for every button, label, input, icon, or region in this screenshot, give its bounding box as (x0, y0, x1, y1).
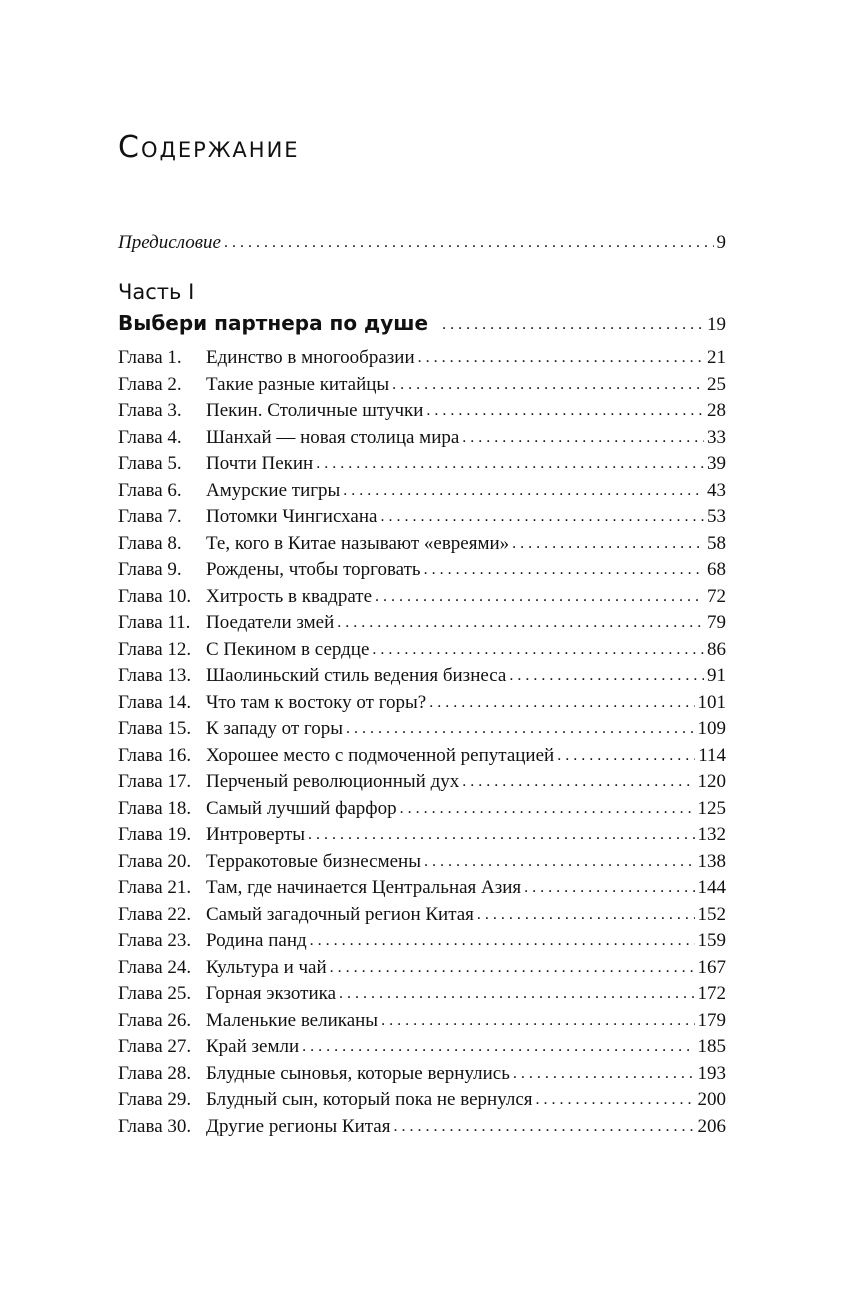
chapter-label: Глава 11. (118, 612, 191, 633)
chapter-page: 79 (707, 612, 726, 633)
toc-entry-chapter[interactable] (118, 557, 726, 584)
toc-entry-chapter[interactable] (118, 849, 726, 876)
chapter-page: 144 (697, 877, 726, 898)
chapter-label: Глава 23. (118, 930, 192, 951)
chapter-page: 172 (697, 983, 726, 1004)
chapter-page: 185 (697, 1036, 726, 1057)
dot-leader (372, 636, 704, 663)
chapter-page: 43 (707, 479, 726, 501)
chapter-page: 53 (707, 506, 726, 527)
chapter-page: 120 (697, 771, 726, 792)
chapter-title: К западу от горы (206, 718, 344, 739)
toc-entry-chapter[interactable] (118, 955, 726, 982)
chapter-title: Другие регионы Китая (206, 1115, 391, 1137)
chapter-title: Что там к востоку от горы? (206, 691, 427, 713)
toc-entry-page: 9 (716, 232, 726, 253)
chapter-title: Рождены, чтобы торговать (206, 559, 421, 580)
toc-entry-chapter[interactable] (118, 372, 726, 399)
toc-entry-chapter[interactable] (118, 902, 726, 929)
toc-entry-chapter[interactable] (118, 822, 726, 849)
chapter-label: Глава 7. (118, 506, 182, 527)
chapter-page: 25 (707, 373, 726, 395)
chapter-label: Глава 9. (118, 559, 182, 580)
toc-entry-preface[interactable] (118, 230, 726, 257)
chapter-label: Глава 18. (118, 797, 192, 819)
toc-entry-chapter[interactable] (118, 1087, 726, 1114)
dot-leader (400, 795, 695, 822)
dot-leader (462, 768, 694, 795)
chapter-page: 109 (697, 718, 726, 739)
chapter-page: 138 (697, 850, 726, 872)
dot-leader (381, 1007, 694, 1034)
toc-entry-chapter[interactable] (118, 663, 726, 690)
toc-entry-chapter[interactable] (118, 584, 726, 611)
chapter-page: 33 (707, 426, 726, 448)
toc-entry-chapter[interactable] (118, 637, 726, 664)
chapter-title: Хорошее место с подмоченной репутацией (206, 744, 555, 766)
chapter-title: Родина панд (206, 930, 307, 951)
chapter-label: Глава 6. (118, 479, 182, 501)
chapter-label: Глава 10. (118, 585, 192, 607)
chapter-page: 101 (697, 691, 726, 713)
dot-leader (442, 311, 704, 338)
toc-entry-chapter[interactable] (118, 610, 726, 637)
chapter-page: 114 (698, 744, 726, 766)
toc-entry-chapter[interactable] (118, 769, 726, 796)
toc-entry-chapter[interactable] (118, 1114, 726, 1141)
chapter-title: Интроверты (206, 824, 306, 845)
dot-leader (337, 609, 704, 636)
chapter-page: 28 (707, 400, 726, 421)
dot-leader (477, 901, 695, 928)
toc-entry-chapter[interactable] (118, 398, 726, 425)
toc-entry-chapter[interactable] (118, 451, 726, 478)
chapter-title: Самый лучший фарфор (206, 797, 397, 819)
toc-entry-chapter[interactable] (118, 345, 726, 372)
chapter-page: 132 (697, 824, 726, 845)
dot-leader (346, 715, 694, 742)
toc-entry-chapter[interactable] (118, 875, 726, 902)
chapter-page: 206 (697, 1115, 726, 1137)
part-label: Часть I (118, 280, 195, 304)
toc-entry-title: Предисловие (118, 232, 221, 253)
chapter-title: Культура и чай (206, 956, 327, 978)
toc-entry-chapter[interactable] (118, 796, 726, 823)
chapter-title: Перченый революционный дух (206, 771, 460, 792)
toc-entry-chapter[interactable] (118, 981, 726, 1008)
dot-leader (224, 229, 714, 256)
dot-leader (424, 556, 704, 583)
chapter-label: Глава 29. (118, 1089, 192, 1110)
dot-leader (426, 397, 704, 424)
chapter-label: Глава 22. (118, 903, 192, 925)
dot-leader (310, 927, 695, 954)
chapter-page: 91 (707, 665, 726, 686)
chapter-label: Глава 30. (118, 1115, 192, 1137)
chapter-title: Блудные сыновья, которые вернулись (206, 1062, 510, 1084)
dot-leader (429, 689, 694, 716)
chapter-label: Глава 3. (118, 400, 182, 421)
dot-leader (316, 450, 704, 477)
chapter-label: Глава 12. (118, 638, 192, 660)
chapter-page: 179 (697, 1009, 726, 1031)
dot-leader (302, 1033, 694, 1060)
chapter-page: 125 (697, 797, 726, 819)
chapter-title: Единство в многообразии (206, 347, 415, 368)
chapter-label: Глава 4. (118, 426, 182, 448)
toc-entry-chapter[interactable] (118, 1034, 726, 1061)
chapter-label: Глава 14. (118, 691, 192, 713)
dot-leader (513, 1060, 695, 1087)
chapter-page: 86 (707, 638, 726, 660)
chapter-title: Шаолиньский стиль ведения бизнеса (206, 665, 507, 686)
chapter-page: 159 (697, 930, 726, 951)
chapter-page: 152 (697, 903, 726, 925)
chapter-title: Хитрость в квадрате (206, 585, 372, 607)
dot-leader (392, 371, 704, 398)
chapter-title: Блудный сын, который пока не вернулся (206, 1089, 533, 1110)
dot-leader (557, 742, 695, 769)
toc-entry-chapter[interactable] (118, 425, 726, 452)
chapter-page: 39 (707, 453, 726, 474)
dot-leader (509, 662, 704, 689)
dot-leader (418, 344, 704, 371)
chapter-label: Глава 19. (118, 824, 192, 845)
dot-leader (339, 980, 694, 1007)
toc-entry-chapter[interactable] (118, 690, 726, 717)
chapter-page: 68 (707, 559, 726, 580)
toc-entry-chapter[interactable] (118, 504, 726, 531)
toc-entry-chapter[interactable] (118, 743, 726, 770)
chapter-page: 58 (707, 532, 726, 554)
dot-leader (393, 1113, 694, 1140)
chapter-label: Глава 16. (118, 744, 192, 766)
chapter-title: Край земли (206, 1036, 300, 1057)
dot-leader (308, 821, 694, 848)
page-title: Содержание (118, 130, 300, 165)
chapter-title: Горная экзотика (206, 983, 337, 1004)
part-title: Выбери партнера по душе (118, 311, 429, 335)
chapter-title: Маленькие великаны (206, 1009, 379, 1031)
chapter-title: Поедатели змей (206, 612, 335, 633)
chapter-page: 72 (707, 585, 726, 607)
toc-entry-chapter[interactable] (118, 478, 726, 505)
toc-entry-chapter[interactable] (118, 1061, 726, 1088)
chapter-label: Глава 2. (118, 373, 182, 395)
chapter-label: Глава 5. (118, 453, 182, 474)
dot-leader (536, 1086, 695, 1113)
chapter-label: Глава 25. (118, 983, 192, 1004)
chapter-label: Глава 1. (118, 347, 182, 368)
chapter-title: Пекин. Столичные штучки (206, 400, 424, 421)
dot-leader (375, 583, 704, 610)
chapter-title: Амурские тигры (206, 479, 341, 501)
dot-leader (424, 848, 695, 875)
chapter-label: Глава 13. (118, 665, 192, 686)
chapter-label: Глава 24. (118, 956, 192, 978)
chapter-page: 21 (707, 347, 726, 368)
chapter-title: Почти Пекин (206, 453, 314, 474)
chapter-title: Там, где начинается Центральная Азия (206, 877, 522, 898)
chapter-label: Глава 28. (118, 1062, 192, 1084)
toc-entry-part[interactable] (118, 310, 726, 339)
chapter-label: Глава 27. (118, 1036, 192, 1057)
chapter-title: Шанхай — новая столица мира (206, 426, 460, 448)
dot-leader (512, 530, 704, 557)
chapter-title: Самый загадочный регион Китая (206, 903, 474, 925)
dot-leader (462, 424, 704, 451)
toc-entry-chapter[interactable] (118, 1008, 726, 1035)
toc-entry-chapter[interactable] (118, 716, 726, 743)
chapter-label: Глава 21. (118, 877, 192, 898)
chapter-title: Такие разные китайцы (206, 373, 390, 395)
chapter-label: Глава 17. (118, 771, 192, 792)
chapter-label: Глава 15. (118, 718, 192, 739)
chapter-label: Глава 8. (118, 532, 182, 554)
chapter-label: Глава 20. (118, 850, 192, 872)
chapter-page: 193 (697, 1062, 726, 1084)
chapter-page: 167 (697, 956, 726, 978)
chapter-title: Потомки Чингисхана (206, 506, 378, 527)
dot-leader (524, 874, 694, 901)
dot-leader (343, 477, 704, 504)
dot-leader (330, 954, 695, 981)
dot-leader (380, 503, 704, 530)
toc-entry-chapter[interactable] (118, 928, 726, 955)
toc-entry-page: 19 (707, 314, 726, 335)
chapter-page: 200 (697, 1089, 726, 1110)
chapter-label: Глава 26. (118, 1009, 192, 1031)
chapter-title: С Пекином в сердце (206, 638, 370, 660)
toc-entry-chapter[interactable] (118, 531, 726, 558)
chapter-title: Те, кого в Китае называют «евреями» (206, 532, 510, 554)
chapter-title: Терракотовые бизнесмены (206, 850, 421, 872)
